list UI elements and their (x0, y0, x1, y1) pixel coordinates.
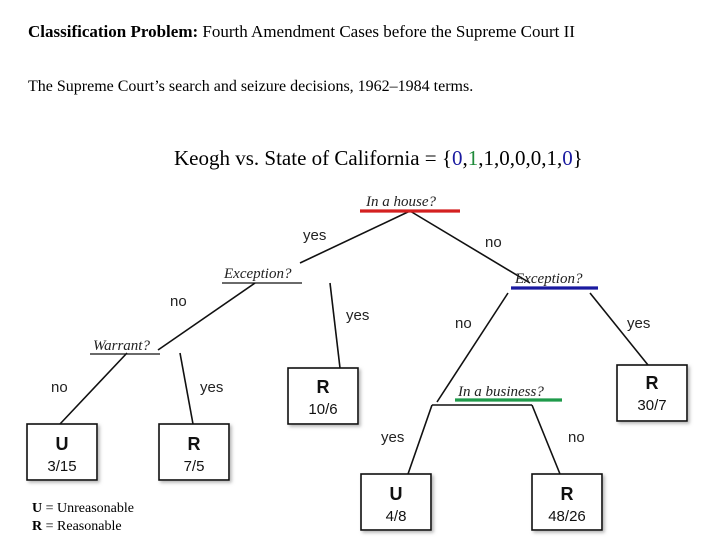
case-prefix: Keogh vs. State of California = { (174, 146, 452, 170)
legend (32, 500, 134, 536)
edge-label-warrant-yes: yes (200, 379, 224, 396)
leaf-count: 3/15 (47, 458, 77, 475)
node-in-a-house: In a house? (366, 194, 436, 210)
node-exception-left: Exception? (224, 266, 292, 282)
edge-label-house-yes: yes (303, 227, 327, 244)
node-in-a-business: In a business? (458, 384, 544, 400)
leaf-business-yes (361, 474, 431, 530)
legend-r-key: R (32, 519, 43, 534)
leaf-warrant-yes (159, 424, 229, 480)
case-value: 1 (546, 146, 557, 170)
leaf-class: R (316, 377, 330, 397)
leaf-class: R (560, 484, 574, 504)
edge-business-yes-top (408, 405, 432, 474)
edge-label-business-no: no (568, 429, 585, 446)
case-value: 1 (467, 146, 479, 170)
case-vector: Keogh vs. State of California = {0,1,1,0,0,0,1,0} (174, 146, 583, 170)
leaf-class: R (645, 373, 659, 393)
legend-u-key: U (32, 501, 43, 516)
leaf-count: 48/26 (548, 508, 586, 525)
leaf-class: U (389, 484, 403, 504)
edge-house-no (410, 211, 530, 283)
node-warrant: Warrant? (93, 338, 150, 354)
edge-label-house-no: no (485, 234, 502, 251)
case-value: 0 (499, 146, 510, 170)
legend-u-text: = Unreasonable (42, 501, 134, 516)
legend-r-text: = Reasonable (42, 519, 122, 534)
case-value: 0 (514, 146, 526, 170)
leaf-class: U (55, 434, 69, 454)
node-exception-right: Exception? (515, 271, 583, 287)
edge-label-exc2-no: no (455, 315, 472, 332)
case-value: 0 (451, 146, 463, 170)
leaf-exc2-yes (617, 365, 687, 421)
title-bold: Classification Problem: (28, 22, 199, 41)
leaf-exc1-yes (288, 368, 358, 424)
case-value: 1 (483, 146, 494, 170)
edge-business-no (532, 405, 560, 474)
legend-reasonable (32, 518, 134, 536)
legend-unreasonable (32, 500, 134, 518)
edge-label-exc2-yes: yes (627, 315, 651, 332)
leaf-class: R (187, 434, 201, 454)
leaf-count: 30/7 (637, 397, 667, 414)
leaf-count: 4/8 (385, 508, 407, 525)
edge-warrant-yes (180, 353, 193, 424)
edge-exc1-yes (330, 283, 340, 368)
case-suffix: } (572, 146, 583, 170)
edge-label-exc1-yes: yes (346, 307, 370, 324)
title-rest: Fourth Amendment Cases before the Supreme Court II (198, 22, 575, 41)
edge-label-exc1-no: no (170, 293, 187, 310)
slide-subtitle: The Supreme Court’s search and seizure decisions, 1962–1984 terms. (28, 78, 474, 95)
edge-warrant-no (60, 353, 127, 424)
edge-label-business-yes: yes (381, 429, 405, 446)
case-value: 0 (562, 146, 573, 170)
leaf-business-no (532, 474, 602, 530)
leaf-count: 7/5 (183, 458, 205, 475)
case-value: 0 (530, 146, 542, 170)
leaf-count: 10/6 (308, 401, 338, 418)
leaf-warrant-no (27, 424, 97, 480)
edge-label-warrant-no: no (51, 379, 68, 396)
